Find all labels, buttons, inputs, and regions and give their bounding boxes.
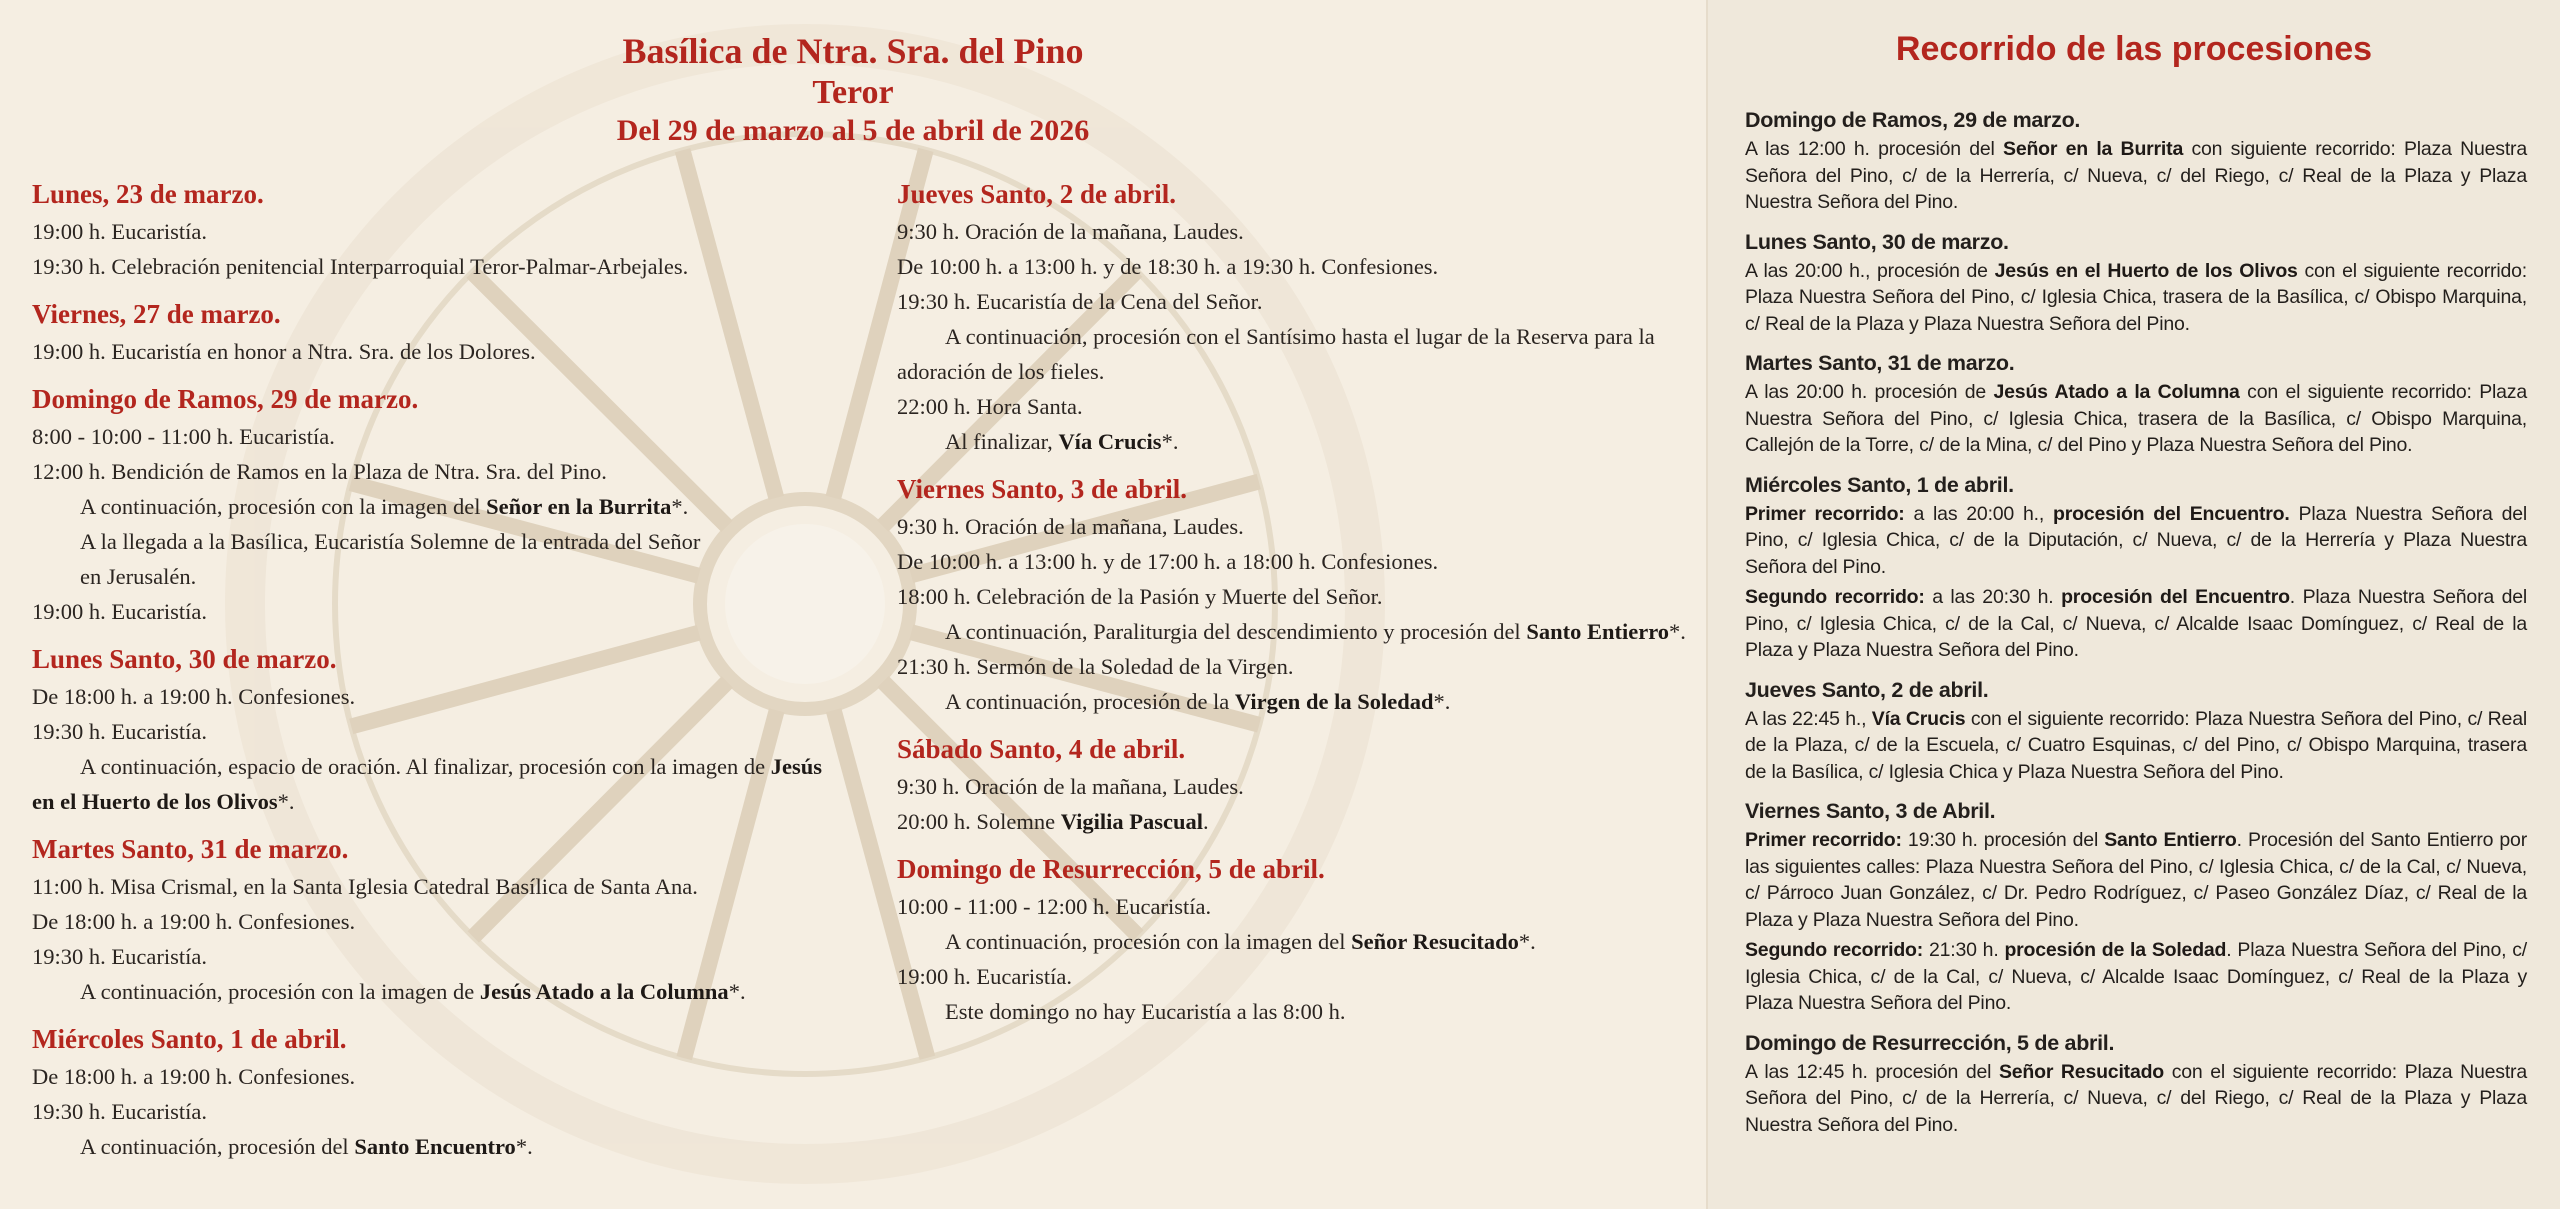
text: 19:00 h. Eucaristía en honor a Ntra. Sra. de los Dolores. [32, 339, 536, 364]
schedule-line [32, 594, 832, 629]
text: 18:00 h. Celebración de la Pasión y Muerte del Señor. [897, 584, 1383, 609]
text: De 10:00 h. a 13:00 h. y de 18:30 h. a 19:30 h. Confesiones. [897, 254, 1439, 279]
page-title: Basílica de Ntra. Sra. del Pino [622, 31, 1084, 71]
text: *. [277, 789, 295, 814]
text: 21:30 h. [1923, 939, 2005, 961]
day-heading: Martes Santo, 31 de marzo. [32, 834, 349, 864]
bold-text: Vía Crucis [1058, 429, 1162, 454]
page-dates: Del 29 de marzo al 5 de abril de 2026 [616, 114, 1090, 147]
text: 19:30 h. Eucaristía de la Cena del Señor. [897, 289, 1263, 314]
text: A continuación, procesión del [80, 1134, 355, 1159]
text: 20:00 h. Solemne [897, 809, 1061, 834]
text: . Plaza Nuestra Señora del Pino, c/ Iglesia Chica, c/ de la Cal, c/ Nueva, c/ Alcalde Isaac Domínguez, c/ Real de la Plaza y Plaza Nuestra Señora del Pino. [1745, 586, 2527, 661]
text: A continuación, Paraliturgia del descendimiento y procesión del [945, 619, 1527, 644]
text: con el siguiente recorrido: Plaza Nuestra Señora del Pino, c/ Real de la Plaza, c/ de la Escuela, c/ Cuatro Esquinas, c/ del Pino, c/ Obispo Marquina, trasera de la Basílica, c/ Iglesia Chica y Plaza Nuestra Señora del Pino. [1745, 707, 2527, 783]
route-heading: Viernes Santo, 3 de Abril. [1745, 799, 1996, 823]
text: *. [1518, 929, 1536, 954]
schedule-line [897, 579, 1687, 614]
bold-text: Santo Entierro [2104, 829, 2237, 851]
schedule-line [897, 284, 1687, 319]
text: *. [671, 494, 689, 519]
route-description [1745, 584, 2527, 664]
schedule-line [897, 214, 1687, 249]
text: A continuación, procesión de la [945, 689, 1235, 714]
bold-text: Virgen de la Soledad [1234, 689, 1434, 714]
schedule-line [897, 804, 1687, 839]
text: A las 20:00 h., procesión de [1745, 259, 1995, 282]
schedule-line [32, 679, 832, 714]
day-heading: Miércoles Santo, 1 de abril. [32, 1024, 347, 1054]
bold-text: Señor en la Burrita [2003, 138, 2184, 160]
bold-text: Vigilia Pascual [1060, 809, 1204, 834]
text: A las 12:45 h. procesión del [1745, 1060, 1999, 1083]
day-heading: Viernes Santo, 3 de abril. [897, 474, 1187, 504]
routes-title: Recorrido de las procesiones [1895, 30, 2373, 68]
text: 19:30 h. Eucaristía. [32, 1099, 207, 1124]
schedule-line [897, 649, 1687, 684]
text: 8:00 - 10:00 - 11:00 h. Eucaristía. [32, 424, 335, 449]
route-heading: Jueves Santo, 2 de abril. [1745, 677, 1989, 702]
text: 12:00 h. Bendición de Ramos en la Plaza de Ntra. Sra. del Pino. [32, 459, 607, 484]
text: 10:00 - 11:00 - 12:00 h. Eucaristía. [897, 894, 1212, 919]
text: A continuación, procesión con la imagen de [80, 979, 480, 1004]
text: 19:30 h. Celebración penitencial Interparroquial Teror-Palmar-Arbejales. [32, 254, 689, 279]
schedule-line [32, 904, 832, 939]
route-day [1745, 471, 2527, 664]
route-day [1745, 797, 2527, 1017]
schedule-line [897, 684, 1687, 719]
schedule-line [32, 1094, 832, 1129]
route-day [1745, 1029, 2527, 1139]
bold-text: procesión de la Soledad [2004, 939, 2227, 961]
schedule-day [32, 381, 832, 629]
day-heading: Lunes, 23 de marzo. [32, 179, 264, 209]
text: De 18:00 h. a 19:00 h. Confesiones. [32, 684, 356, 709]
route-heading: Domingo de Resurrección, 5 de abril. [1745, 1030, 2115, 1055]
bold-text: procesión del Encuentro [2061, 586, 2290, 608]
schedule-line [897, 389, 1687, 424]
schedule-day [32, 641, 832, 819]
bold-text: Jesús en el Huerto de los Olivos [32, 754, 822, 814]
schedule-day [32, 1021, 832, 1164]
route-description [1745, 937, 2527, 1017]
schedule-line [897, 614, 1687, 649]
schedule-line [32, 419, 832, 454]
schedule-line [32, 1059, 832, 1094]
bold-text: Jesús Atado a la Columna [479, 979, 729, 1004]
schedule-column-left [32, 176, 832, 1164]
schedule-line [32, 974, 832, 1009]
text: 19:00 h. Eucaristía. [32, 599, 207, 624]
text: A continuación, procesión con la imagen del [945, 929, 1352, 954]
bold-text: Segundo recorrido: [1745, 939, 1924, 961]
schedule-line [897, 924, 1687, 959]
schedule-day [32, 176, 832, 284]
schedule-day [897, 851, 1687, 1029]
route-heading: Domingo de Ramos, 29 de marzo. [1745, 108, 2081, 132]
route-heading: Miércoles Santo, 1 de abril. [1745, 472, 2014, 497]
text: De 10:00 h. a 13:00 h. y de 17:00 h. a 18:00 h. Confesiones. [897, 549, 1439, 574]
bold-text: Jesús Atado a la Columna [1993, 381, 2240, 403]
schedule-line [897, 424, 1687, 459]
route-day [1745, 676, 2527, 786]
schedule-line [897, 249, 1687, 284]
bold-text: Jesús en el Huerto de los Olivos [1994, 259, 2298, 282]
text: 9:30 h. Oración de la mañana, Laudes. [897, 514, 1244, 539]
text: con el siguiente recorrido: Plaza Nuestra Señora del Pino, c/ Iglesia Chica, trasera de la Basílica, c/ Obispo Marquina, c/ Real de la Plaza y Plaza Nuestra Señora del Pino. [1745, 259, 2527, 335]
bold-text: Señor Resucitado [1351, 929, 1519, 954]
schedule-column-right [897, 176, 1687, 1029]
route-description [1745, 501, 2527, 581]
schedule-line [897, 319, 1687, 389]
schedule-day [32, 296, 832, 369]
text: 22:00 h. Hora Santa. [897, 394, 1083, 419]
text: Al finalizar, [945, 429, 1059, 454]
text: en Jerusalén. [80, 564, 197, 589]
schedule-line [897, 959, 1687, 994]
schedule-day [897, 731, 1687, 839]
routes-panel [1706, 0, 2560, 1209]
text: *. [1433, 689, 1451, 714]
bold-text: Señor en la Burrita [486, 494, 672, 519]
route-day [1745, 349, 2527, 459]
schedule-line [32, 214, 832, 249]
text: A continuación, procesión con el Santísimo hasta el lugar de la Reserva para la adoración de los fieles. [897, 324, 1655, 384]
schedule-line [32, 714, 832, 749]
text: 19:30 h. procesión del [1901, 829, 2105, 851]
text: Este domingo no hay Eucaristía a las 8:00 h. [945, 999, 1346, 1024]
text: . [1203, 809, 1209, 834]
text: A continuación, procesión con la imagen del [80, 494, 487, 519]
text: De 18:00 h. a 19:00 h. Confesiones. [32, 909, 356, 934]
text: *. [1669, 619, 1686, 644]
text: 19:30 h. Eucaristía. [32, 719, 207, 744]
bold-text: Primer recorrido: [1745, 829, 1902, 851]
text: A la llegada a la Basílica, Eucaristía Solemne de la entrada del Señor [80, 529, 701, 554]
schedule-line [32, 749, 832, 819]
schedule-line [32, 1129, 832, 1164]
schedule-day [897, 176, 1687, 459]
text: 9:30 h. Oración de la mañana, Laudes. [897, 774, 1244, 799]
bold-text: Señor Resucitado [1998, 1060, 2165, 1083]
text: A las 12:00 h. procesión del [1745, 138, 2004, 160]
schedule-line [32, 454, 832, 489]
text: A las 20:00 h. procesión de [1745, 381, 1994, 403]
day-heading: Domingo de Resurrección, 5 de abril. [897, 854, 1325, 884]
text: De 18:00 h. a 19:00 h. Confesiones. [32, 1064, 356, 1089]
text: con el siguiente recorrido: Plaza Nuestra Señora del Pino, c/ Iglesia Chica, trasera de la Basílica, c/ Obispo Marquina, Callejón de la Torre, c/ de la Mina, c/ del Pino y Plaza Nuestra Señora del Pino. [1745, 381, 2527, 456]
route-heading: Martes Santo, 31 de marzo. [1745, 351, 2015, 375]
text: *. [515, 1134, 533, 1159]
text: 19:00 h. Eucaristía. [897, 964, 1072, 989]
schedule-line [32, 559, 832, 594]
bold-text: Segundo recorrido: [1745, 586, 1925, 608]
text: A continuación, espacio de oración. Al finalizar, procesión con la imagen de [80, 754, 771, 779]
schedule-day [897, 471, 1687, 719]
schedule-line [897, 509, 1687, 544]
schedule-line [32, 249, 832, 284]
schedule-line [897, 994, 1687, 1029]
text: 9:30 h. Oración de la mañana, Laudes. [897, 219, 1244, 244]
bold-text: Santo Entierro [1526, 619, 1670, 644]
schedule-line [32, 489, 832, 524]
text: con el siguiente recorrido: Plaza Nuestra Señora del Pino, c/ de la Herrería, c/ Nueva, c/ del Riego, c/ Real de la Plaza y Plaza Nuestra Señora del Pino. [1745, 1060, 2527, 1136]
route-description [1745, 379, 2527, 459]
route-day [1745, 228, 2527, 338]
text: 11:00 h. Misa Crismal, en la Santa Iglesia Catedral Basílica de Santa Ana. [32, 874, 698, 899]
route-heading: Lunes Santo, 30 de marzo. [1745, 229, 2009, 254]
day-heading: Sábado Santo, 4 de abril. [897, 734, 1186, 764]
day-heading: Viernes, 27 de marzo. [32, 299, 281, 329]
text: a las 20:00 h., [1904, 502, 2053, 525]
bold-text: Santo Encuentro [354, 1134, 516, 1159]
route-description [1745, 258, 2527, 338]
schedule-line [897, 769, 1687, 804]
route-day [1745, 106, 2527, 216]
route-description [1745, 136, 2527, 216]
route-description [1745, 827, 2527, 933]
text: 19:30 h. Eucaristía. [32, 944, 207, 969]
text: con siguiente recorrido: Plaza Nuestra Señora del Pino, c/ de la Herrería, c/ Nueva, c/ del Riego, c/ Real de la Plaza y Plaza Nuestra Señora del Pino. [1745, 138, 2527, 213]
text: a las 20:30 h. [1924, 586, 2062, 608]
schedule-day [32, 831, 832, 1009]
text: 19:00 h. Eucaristía. [32, 219, 207, 244]
bold-text: Vía Crucis [1871, 707, 1966, 730]
text: A las 22:45 h., [1745, 707, 1872, 730]
schedule-line [32, 869, 832, 904]
page-subtitle-place: Teror [812, 74, 894, 111]
schedule-line [897, 544, 1687, 579]
text: *. [728, 979, 746, 1004]
day-heading: Domingo de Ramos, 29 de marzo. [32, 384, 419, 414]
day-heading: Lunes Santo, 30 de marzo. [32, 644, 337, 674]
text: *. [1161, 429, 1179, 454]
schedule-line [32, 524, 832, 559]
bold-text: procesión del Encuentro. [2052, 502, 2290, 525]
route-description [1745, 706, 2527, 786]
text: . Plaza Nuestra Señora del Pino, c/ Iglesia Chica, c/ de la Cal, c/ Nueva, c/ Alcalde Isaac Domínguez, c/ Real de la Plaza y Plaza Nuestra Señora del Pino. [1745, 939, 2527, 1014]
text: Plaza Nuestra Señora del Pino, c/ Iglesia Chica, c/ de la Diputación, c/ Nueva, c/ de la Herrería y Plaza Nuestra Señora del Pino. [1745, 502, 2527, 578]
routes-list [1745, 106, 2527, 1142]
text: . Procesión del Santo Entierro por las siguientes calles: Plaza Nuestra Señora del Pino, c/ Iglesia Chica, c/ de la Cal, c/ Nueva, c/ Párroco Juan González, c/ Dr. Pedro Rodríguez, c/ Paseo González Díaz, c/ Real de la Plaza y Plaza Nuestra Señora del Pino. [1745, 829, 2527, 931]
text: 21:30 h. Sermón de la Soledad de la Virgen. [897, 654, 1294, 679]
bold-text: Primer recorrido: [1745, 502, 1905, 525]
schedule-line [32, 939, 832, 974]
schedule-line [897, 889, 1687, 924]
day-heading: Jueves Santo, 2 de abril. [897, 179, 1177, 209]
route-description [1745, 1059, 2527, 1139]
schedule-line [32, 334, 832, 369]
